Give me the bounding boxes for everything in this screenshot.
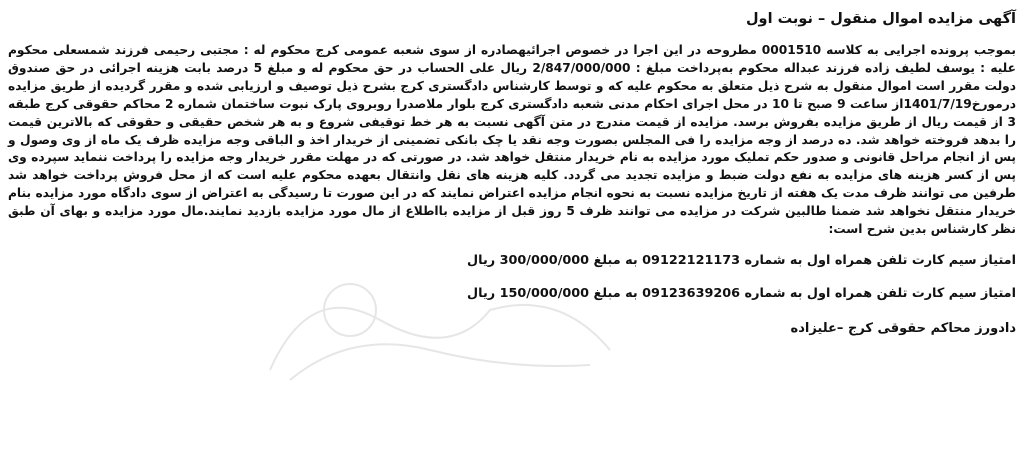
signature: دادورز محاکم حقوقی کرج –علیزاده — [790, 320, 1016, 336]
auction-item-1: امتیاز سیم کارت تلفن همراه اول به شماره 09122121173 به مبلغ 300/000/000 ریال — [467, 252, 1016, 268]
notice-body: بموجب پرونده اجرایی به کلاسه 0001510 مطروحه در این اجرا در خصوص اجرائیهصادره از سوی شعبه عمومی کرج محکوم له : مجتبی رحیمی فرزند شمسعلی محکوم علیه : یوسف لطیف زاده فرزند عبداله محکوم به‌پرداخت مبلغ : 2/847/000/000 ریال علی الحساب در حق محکوم له و مبلغ 5 درصد بابت هزینه اجرائی در حق صندوق دولت مقرر است اموال منقول به شرح ذیل متعلق به محکوم علیه که و توسط کارشناس دادگستری کرج بشرح ذیل توصیف و ارزیابی شده و مقرر گردیده از طریق مزایده درمورخ1401/7/19از ساعت 9 صبح تا 10 در محل اجرای احکام مدنی شعبه دادگستری کرج بلوار ملاصدرا روبروی پارک نبوت ساختمان شماره 2 محاکم حقوقی کرج طبقه 3 از قیمت ریال از طریق مزایده بفروش برسد. مزایده از قیمت مندرج در متن آگهی نسبت به هر خط توقیفی شروع و به هر شخص حقیقی و حقوقی که بالاترین قیمت را بدهد فروخته خواهد شد. ده درصد از وجه مزایده را فی المجلس بصورت وجه نقد یا چک بانکی تضمینی از خریدار اخذ و الباقی وجه مزایده ظرف یک ماه از وی وصول و پس از انجام مراحل قانونی و صدور حکم تملیک مورد مزایده به نام خریدار منتقل خواهد شد. در صورتی که در مهلت مقرر خریدار وجه مزایده را پرداخت ننماید سپرده وی پس از کسر هزینه های مزایده به نفع دولت ضبط و مزایده تجدید می گردد. کلیه هزینه های نقل وانتقال بعهده محکوم علیه است که از محل فروش پرداخت خواهد شد طرفین می توانند ظرف مدت یک هفته از تاریخ مزایده نسبت به نحوه انجام مزایده اعتراض نمایند که در این صورت تا رسیدگی به اعتراض از سوی دادگاه مورد مزایده بنام خریدار منتقل نخواهد شد ضمنا طالبین شرکت در مزایده می توانند ظرف 5 روز قبل از مزایده بااطلاع از مال مورد مزایده بازدید نمایند.مال مورد مزایده و بهای آن طبق نظر کارشناس بدین شرح است: — [8, 43, 1016, 237]
notice-title: آگهی مزایده اموال منقول – نوبت اول — [745, 11, 1016, 27]
auction-item-2: امتیاز سیم کارت تلفن همراه اول به شماره 09123639206 به مبلغ 150/000/000 ریال — [467, 285, 1016, 301]
